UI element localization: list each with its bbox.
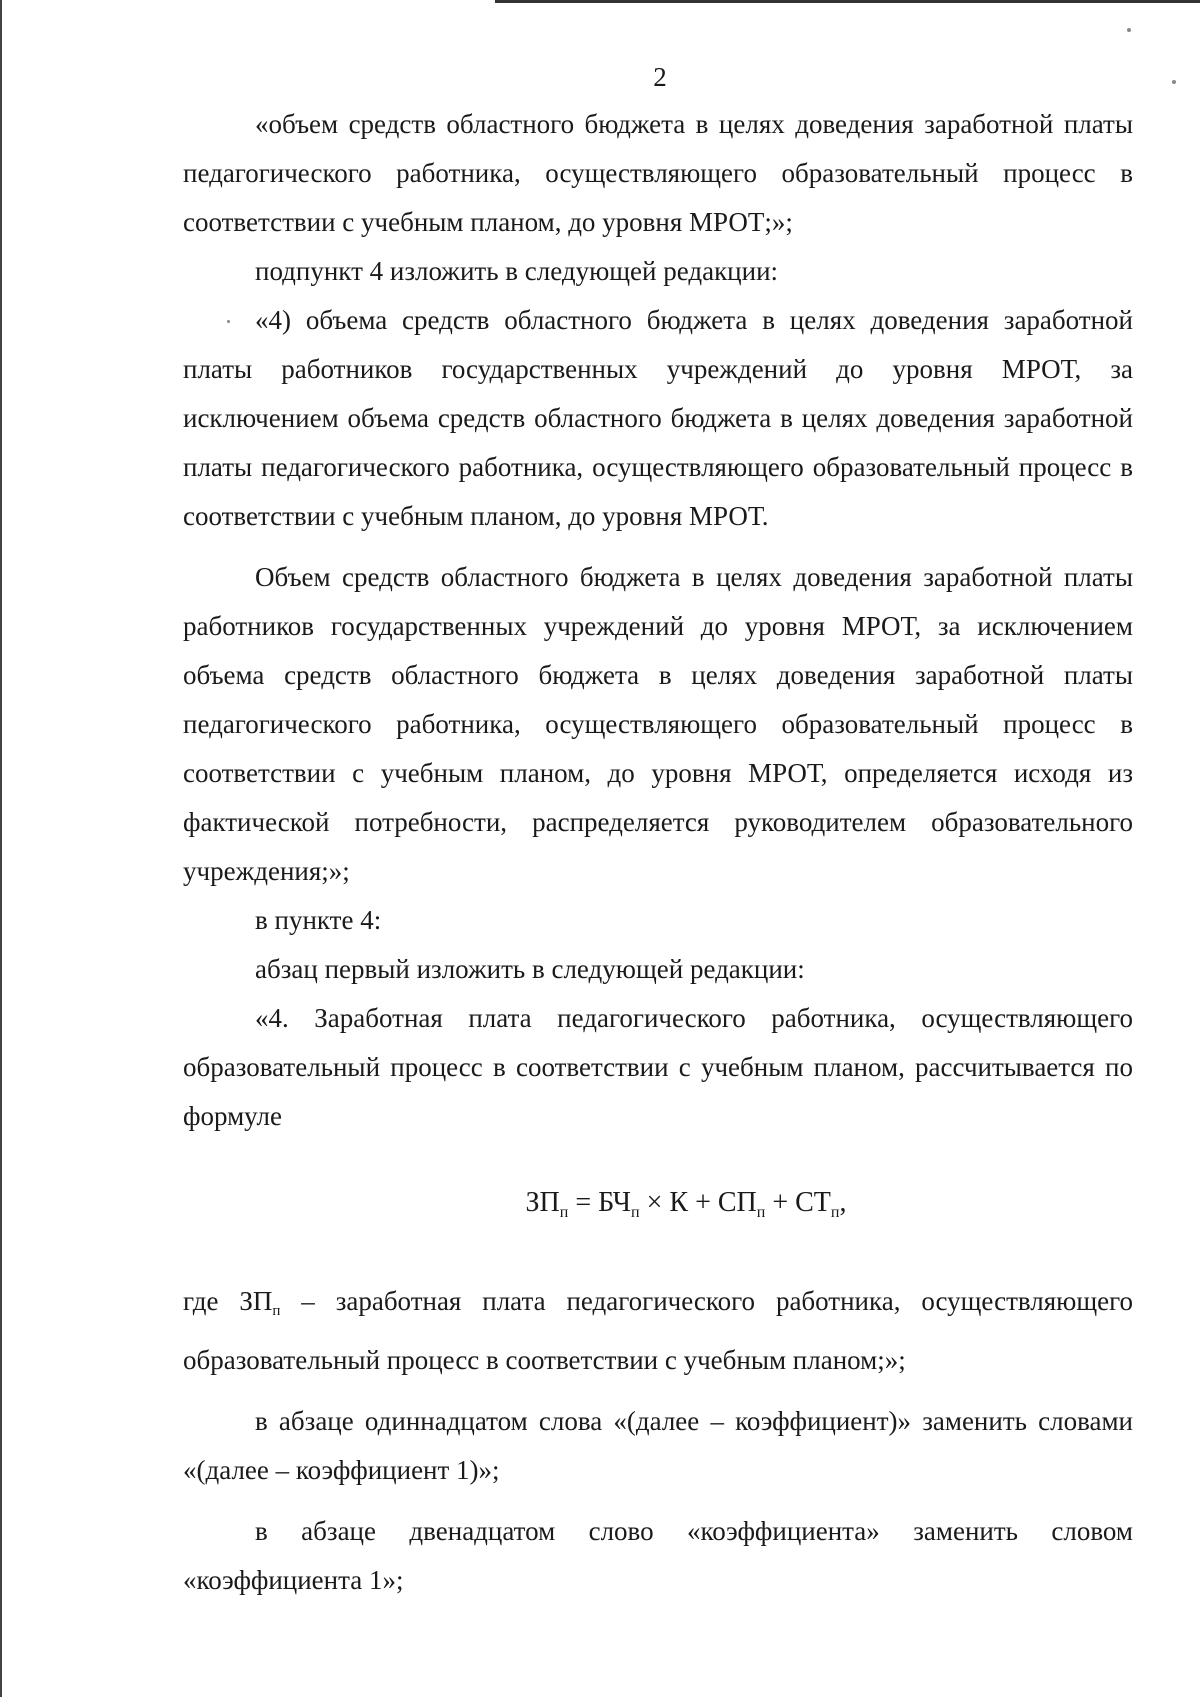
formula-operator: + [772, 1187, 789, 1218]
scan-speck [1127, 28, 1131, 32]
definition-text: – заработная плата педагогического работника, осуществляющего образовательный процесс в соответствии с учебным планом;»; [183, 1286, 1133, 1375]
paragraph: «4. Заработная плата педагогического работника, осуществляющего образовательный процесс в соответствии с учебным планом, рассчитывается по формуле [183, 1003, 1133, 1131]
formula-term: СТ [795, 1187, 831, 1218]
formula-subscript: п [830, 1204, 840, 1221]
definition-subscript: п [272, 1303, 281, 1319]
formula [239, 1183, 1133, 1233]
formula-operator: × [646, 1187, 663, 1218]
formula-subscript: п [559, 1204, 569, 1221]
formula-term: БЧ [598, 1187, 632, 1218]
document-body [183, 100, 1133, 1605]
paragraph: Объем средств областного бюджета в целях доведения заработной платы работников государственных учреждений до уровня МРОТ, за исключением объема средств областного бюджета в целях доведения заработной платы педагогического работника, осуществляющего образовательный процесс в соответствии с учебным планом, до уровня МРОТ, определяется исходя из фактической потребности, распределяется руководителем образовательного учреждения;»; [183, 562, 1133, 886]
paragraph: «4) объема средств областного бюджета в целях доведения заработной платы работников государственных учреждений до уровня МРОТ, за исключением объема средств областного бюджета в целях доведения заработной платы педагогического работника, осуществляющего образовательный процесс в соответствии с учебным планом, до уровня МРОТ. [183, 305, 1133, 531]
paragraph: абзац первый изложить в следующей редакции: [255, 954, 805, 984]
paragraph: в пункте 4: [255, 905, 382, 935]
formula-definition [183, 1277, 1133, 1385]
definition-variable: ЗП [239, 1286, 273, 1316]
formula-term: ЗП [525, 1187, 560, 1218]
formula-punctuation: , [839, 1187, 847, 1218]
paragraph: в абзаце одиннадцатом слова «(далее – коэффициент)» заменить словами «(далее – коэффициент 1)»; [183, 1406, 1133, 1485]
formula-operator: + [695, 1187, 711, 1218]
formula-operator: = [575, 1187, 592, 1218]
formula-subscript: п [756, 1204, 766, 1221]
formula-term: К [669, 1187, 689, 1218]
scan-top-rule [495, 0, 1200, 3]
paragraph: в абзаце двенадцатом слово «коэффициента» заменить словом «коэффициента 1»; [183, 1516, 1133, 1595]
paragraph: подпункт 4 изложить в следующей редакции: [255, 256, 779, 286]
definition-lead: где [183, 1286, 240, 1316]
formula-term: СП [717, 1187, 757, 1218]
page-number: 2 [653, 62, 667, 92]
formula-subscript: п [631, 1204, 640, 1221]
paragraph: «объем средств областного бюджета в целях доведения заработной платы педагогического работника, осуществляющего образовательный процесс в соответствии с учебным планом, до уровня МРОТ;»; [183, 109, 1133, 237]
scan-left-edge [0, 0, 2, 1697]
